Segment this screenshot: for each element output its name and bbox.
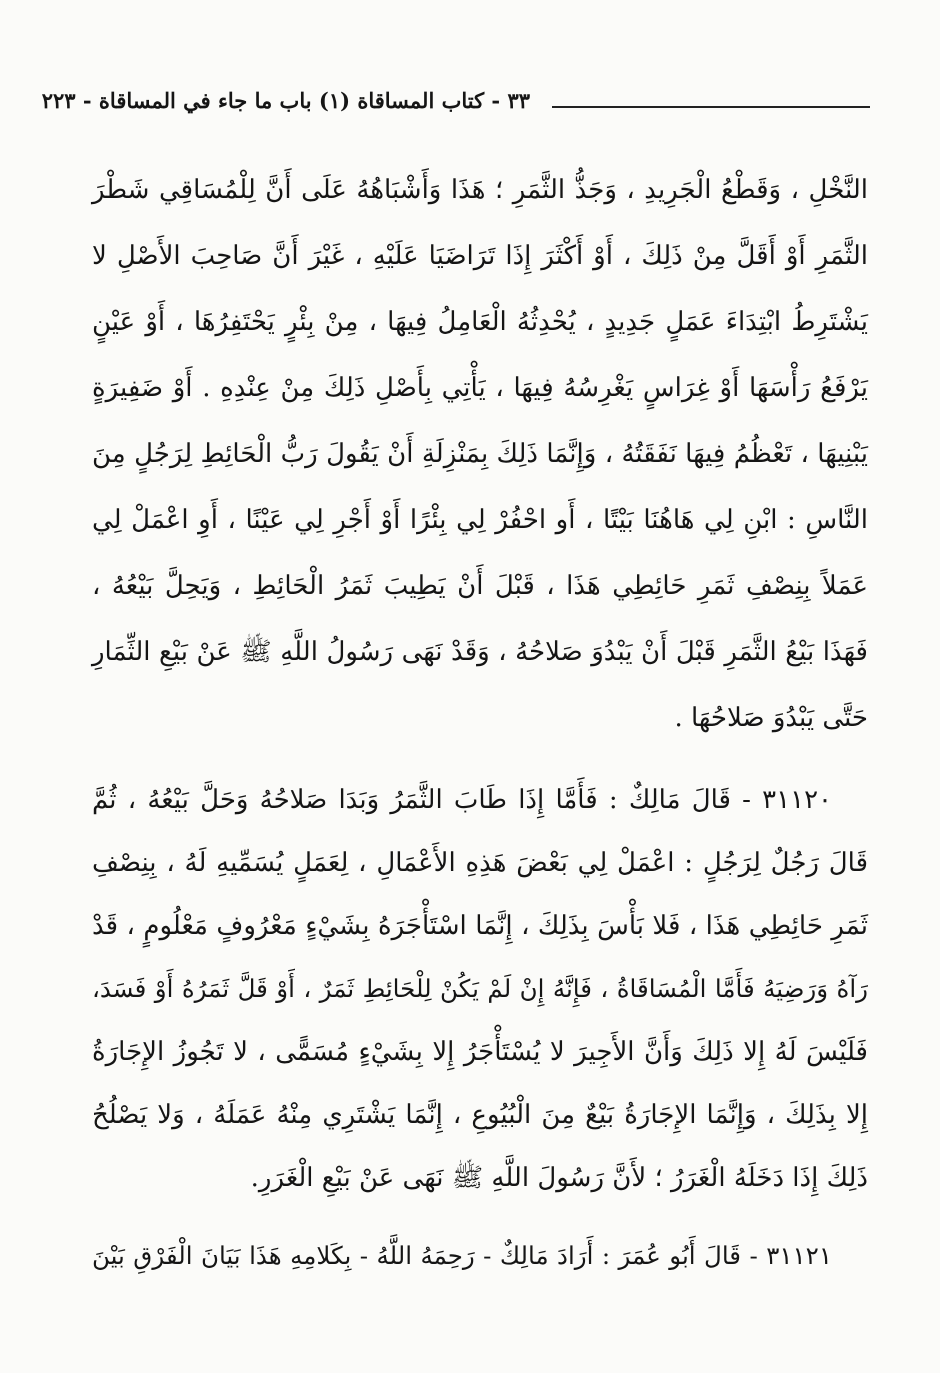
paragraph-continuation: [92, 162, 868, 756]
paragraph-31121: [92, 1228, 868, 1294]
text-line: فَلَيْسَ لَهُ إِلا ذَلِكَ وَأَنَّ الأَجِيرَ لا يُسْتَأْجَرُ إِلا بِشَيْءٍ مُسَمًّى ، لا تَجُوزُ الإِجَارَةُ: [92, 1037, 868, 1067]
paragraph-31120: [92, 772, 868, 1213]
header-title: ٣٣ - كتاب المساقاة (١) باب ما جاء في المساقاة - ٢٢٣: [41, 88, 530, 113]
text-line: ٣١١٢٠ - قَالَ مَالِكٌ : فَأَمَّا إِذَا طَابَ الثَّمَرُ وَبَدَا صَلاحُهُ وَحَلَّ بَيْعُهُ ، ثُمَّ: [92, 785, 832, 815]
running-header: [41, 84, 870, 124]
text-line: حَتَّى يَبْدُوَ صَلاحُهَا .: [674, 703, 868, 733]
text-line: إِلا بِذَلِكَ ، وَإِنَّمَا الإِجَارَةُ بَيْعٌ مِنَ الْبُيُوعِ ، إِنَّمَا يَشْتَرِي مِنْهُ عَمَلَهُ ، وَلا يَصْلُحُ: [92, 1100, 868, 1130]
text-line: يَرْفَعُ رَأْسَهَا أَوْ غِرَاسٍ يَغْرِسُهُ فِيهَا ، يَأْتِي بِأَصْلِ ذَلِكَ مِنْ عِنْدِهِ . أَوْ ضَفِيرَةٍ: [92, 373, 868, 403]
text-line: النَّاسِ : ابْنِ لِي هَاهُنَا بَيْتًا ، أَو احْفُرْ لِي بِئْرًا أَوْ أَجْرِ لِي عَيْنًا ، أَوِ اعْمَلْ لِي: [92, 505, 868, 535]
text-line: فَهَذَا بَيْعُ الثَّمَرِ قَبْلَ أَنْ يَبْدُوَ صَلاحُهُ ، وَقَدْ نَهَى رَسُولُ اللَّهِ ﷺ عَنْ بَيْعِ الثِّمَارِ: [92, 637, 868, 667]
text-line: يَبْنِيهَا ، تَعْظُمُ فِيهَا نَفَقَتُهُ ، وَإِنَّمَا ذَلِكَ بِمَنْزِلَةِ أَنْ يَقُولَ رَبُّ الْحَائِطِ لِرَجُلٍ مِنَ: [92, 439, 868, 469]
header-rule: [552, 106, 870, 108]
text-line: يَشْتَرِطُ ابْتِدَاءَ عَمَلٍ جَدِيدٍ ، يُحْدِثُهُ الْعَامِلُ فِيهَا ، مِنْ بِئْرٍ يَحْتَفِرُهَا ، أَوْ عَيْنٍ: [92, 307, 868, 337]
text-line: الثَّمَرِ أَوْ أَقَلَّ مِنْ ذَلِكَ ، أَوْ أَكْثَرَ إِذَا تَرَاضَيَا عَلَيْهِ ، غَيْرَ أَنَّ صَاحِبَ الأَصْلِ لا: [92, 241, 868, 271]
text-line: عَمَلاً بِنِصْفِ ثَمَرِ حَائِطِي هَذَا ، قَبْلَ أَنْ يَطِيبَ ثَمَرُ الْحَائِطِ ، وَيَحِلَّ بَيْعُهُ ،: [92, 571, 868, 601]
text-line: ذَلِكَ إِذَا دَخَلَهُ الْغَرَرُ ؛ لأَنَّ رَسُولَ اللَّهِ ﷺ نَهَى عَنْ بَيْعِ الْغَرَرِ.: [250, 1163, 868, 1193]
text-line: ثَمَرِ حَائِطِي هَذَا ، فَلا بَأْسَ بِذَلِكَ ، إِنَّمَا اسْتَأْجَرَهُ بِشَيْءٍ مَعْرُوفٍ مَعْلُومٍ ، قَدْ: [92, 911, 868, 941]
text-line: رَآهُ وَرَضِيَهُ فَأَمَّا الْمُسَاقَاةُ ، فَإِنَّهُ إِنْ لَمْ يَكُنْ لِلْحَائِطِ ثَمَرٌ ، أَوْ قَلَّ ثَمَرُهُ أَوْ فَسَدَ،: [92, 974, 868, 1003]
text-line: ٣١١٢١ - قَالَ أَبُو عُمَرَ : أَرَادَ مَالِكٌ - رَحِمَهُ اللَّهُ - بِكَلامِهِ هَذَا بَيَانَ الْفَرْقِ بَيْنَ: [92, 1241, 832, 1270]
text-line: قَالَ رَجُلٌ لِرَجُلٍ : اعْمَلْ لِي بَعْضَ هَذِهِ الأَعْمَالِ ، لِعَمَلٍ يُسَمِّيهِ لَهُ ، بِنِصْفِ: [92, 848, 868, 878]
text-line: النَّخْلِ ، وَقَطْعُ الْجَرِيدِ ، وَجَذُّ الثَّمَرِ ؛ هَذَا وَأَشْبَاهُهُ عَلَى أَنَّ لِلْمُسَاقِي شَطْرَ: [92, 175, 868, 205]
